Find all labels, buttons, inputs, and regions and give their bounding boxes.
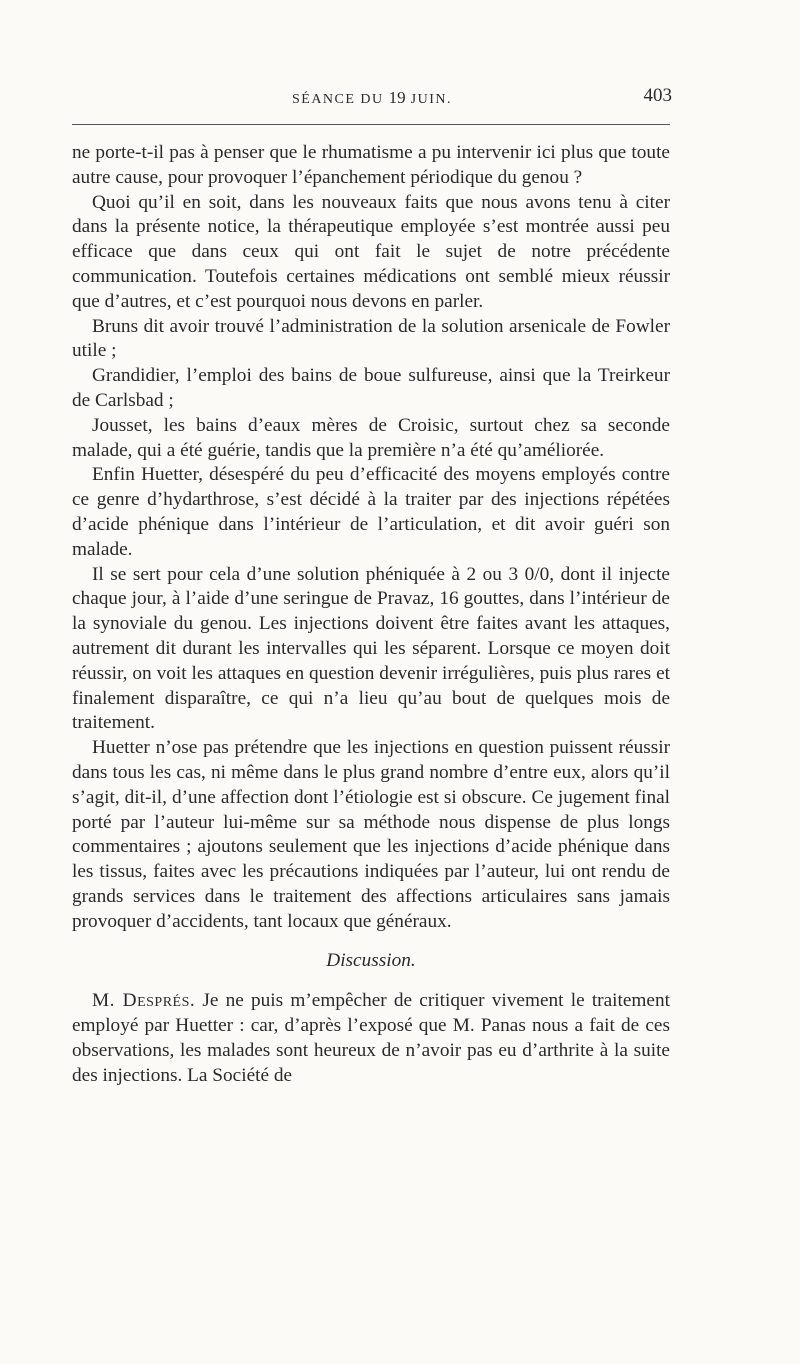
paragraph: Jousset, les bains d’eaux mères de Croisic, surtout chez sa seconde malade, qui a été guérie, tandis que la première n’a été qu’améliorée.: [72, 414, 670, 461]
paragraph: Huetter n’ose pas prétendre que les injections en question puissent réussir dans tous les cas, ni même dans le plus grand nombre d’entre eux, alors qu’il s’agit, dit-il, d’une affection dont l’étiologie est si obscure. Ce jugement final porté par l’auteur lui-même sur sa méthode nous dispense de plus longs commentaires ; ajoutons seulement que les injections d’acide phénique dans les tissus, faites avec les précautions indiquées par l’auteur, lui ont rendu de grands services dans le traitement des affections articulaires sans jamais provoquer d’accidents, tant locaux que généraux.: [72, 737, 670, 932]
final-paragraph: [72, 989, 670, 1088]
running-title: [72, 88, 672, 108]
page-header: [72, 85, 672, 114]
paragraph: Quoi qu’il en soit, dans les nouveaux faits que nous avons tenu à citer dans la présente notice, la thérapeutique employée s’est montrée aussi peu efficace que dans ceux qui ont fait le sujet de notre précédente communication. Toutefois certaines médications ont semblé mieux réussir que d’autres, et c’est pourquoi nous devons en parler.: [72, 191, 670, 312]
paragraph: Enfin Huetter, désespéré du peu d’efficacité des moyens employés contre ce genre d’hydarthrose, s’est décidé à la traiter par des injections répétées d’acide phénique dans l’intérieur de l’articulation, et dit avoir guéri son malade.: [72, 464, 670, 560]
running-title-suffix: JUIN.: [410, 92, 452, 107]
header-rule: [72, 124, 670, 125]
paragraph: Grandidier, l’emploi des bains de boue sulfureuse, ainsi que la Treirkeur de Carlsbad ;: [72, 365, 670, 411]
running-title-prefix: SÉANCE DU: [291, 92, 384, 107]
paragraph: Il se sert pour cela d’une solution phéniquée à 2 ou 3 0/0, dont il injecte chaque jour, à l’aide d’une seringue de Pravaz, 16 gouttes, dans l’intérieur de la synoviale du genou. Les injections doivent être faites avant les attaques, autrement dit durant les intervalles qui les séparent. Lorsque ce moyen doit réussir, on voit les attaques en question devenir irrégulières, puis plus rares et finalement disparaître, ce qui n’a lieu qu’au bout de quelques mois de traitement.: [72, 563, 670, 734]
paragraph: ne porte-t-il pas à penser que le rhumatisme a pu intervenir ici plus que toute autre cause, pour provoquer l’épanchement périodique du genou ?: [72, 142, 670, 188]
final-paragraph-text: Je ne puis m’empêcher de critiquer vivement le traitement employé par Huetter : car, d’après l’exposé que M. Panas nous a fait de ces observations, les malades sont heureux de n’avoir pas eu d’arthrite à la suite des injections. La Société de: [72, 990, 670, 1086]
paragraph: Bruns dit avoir trouvé l’administration de la solution arsenicale de Fowler utile ;: [72, 315, 670, 362]
speaker-name: M. Després.: [92, 990, 196, 1012]
body-text: [72, 141, 670, 1088]
running-title-day: 19: [388, 88, 406, 107]
discussion-heading: Discussion.: [326, 949, 416, 971]
page-number: 403: [643, 85, 672, 106]
